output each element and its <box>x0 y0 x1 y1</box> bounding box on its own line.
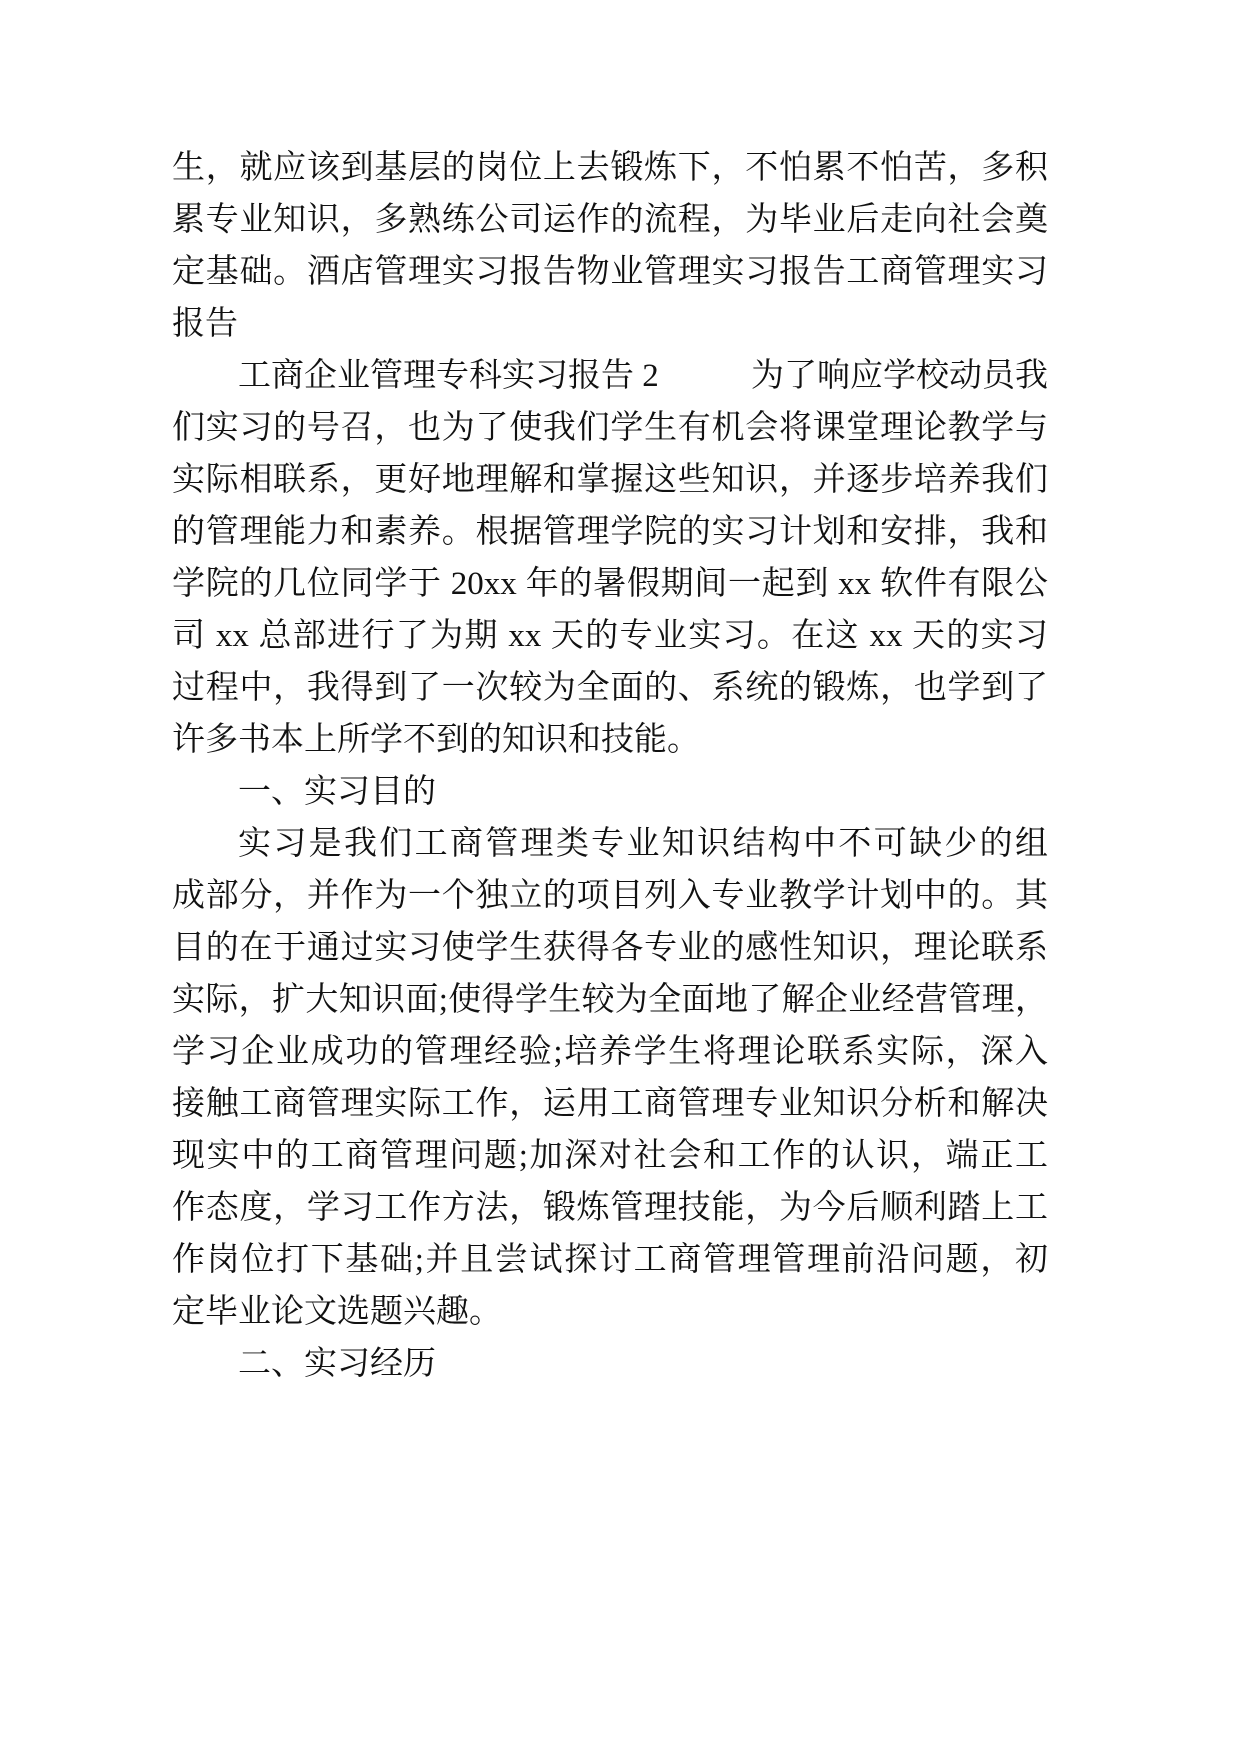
report-title: 工商企业管理专科实习报告 2 <box>238 358 659 394</box>
report-title-line <box>172 350 1048 402</box>
report-intro-paragraph <box>172 350 1048 766</box>
text-line: 们实习的号召，也为了使我们学生有机会将课堂理论教学与 <box>172 410 1048 446</box>
text-line: 定毕业论文选题兴趣。 <box>172 1294 502 1330</box>
continuation-paragraph <box>172 142 1048 350</box>
text-line: 目的在于通过实习使学生获得各专业的感性知识，理论联系 <box>172 930 1048 966</box>
text-line: 学院的几位同学于 20xx 年的暑假期间一起到 xx 软件有限公 <box>172 566 1048 602</box>
text-line: 实习是我们工商管理类专业知识结构中不可缺少的组 <box>238 826 1048 862</box>
text-line: 接触工商管理实际工作，运用工商管理专业知识分析和解决 <box>172 1086 1048 1122</box>
text-line: 成部分，并作为一个独立的项目列入专业教学计划中的。其 <box>172 878 1048 914</box>
text-line: 司 xx 总部进行了为期 xx 天的专业实习。在这 xx 天的实习 <box>172 618 1048 654</box>
text-line: 生，就应该到基层的岗位上去锻炼下，不怕累不怕苦，多积 <box>172 150 1048 186</box>
text-line: 定基础。酒店管理实习报告物业管理实习报告工商管理实习 <box>172 254 1048 290</box>
section-experience <box>172 1338 1048 1390</box>
text-line: 实际相联系，更好地理解和掌握这些知识，并逐步培养我们 <box>172 462 1048 498</box>
text-line: 过程中，我得到了一次较为全面的、系统的锻炼，也学到了 <box>172 670 1048 706</box>
text-line: 学习企业成功的管理经验;培养学生将理论联系实际，深入 <box>172 1034 1048 1070</box>
section-heading: 一、实习目的 <box>238 774 436 810</box>
text-line: 累专业知识，多熟练公司运作的流程，为毕业后走向社会奠 <box>172 202 1048 238</box>
section-purpose <box>172 766 1048 1338</box>
text-line: 报告 <box>172 306 238 342</box>
document-body <box>172 142 1048 1390</box>
text-line: 现实中的工商管理问题;加深对社会和工作的认识，端正工 <box>172 1138 1048 1174</box>
section-heading: 二、实习经历 <box>238 1346 436 1382</box>
text-line: 作态度，学习工作方法，锻炼管理技能，为今后顺利踏上工 <box>172 1190 1048 1226</box>
text-line: 作岗位打下基础;并且尝试探讨工商管理管理前沿问题，初 <box>172 1242 1048 1278</box>
intro-text-start: 为了响应学校动员我 <box>751 358 1048 394</box>
text-line: 的管理能力和素养。根据管理学院的实习计划和安排，我和 <box>172 514 1048 550</box>
text-line: 实际，扩大知识面;使得学生较为全面地了解企业经营管理， <box>172 982 1048 1018</box>
text-line: 许多书本上所学不到的知识和技能。 <box>172 722 700 758</box>
